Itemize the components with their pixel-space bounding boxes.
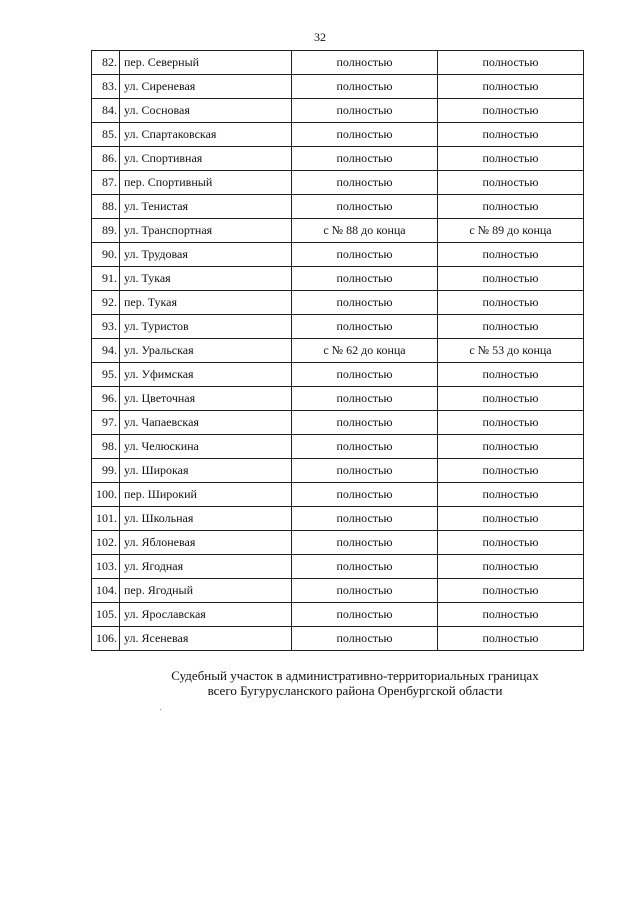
table-row <box>92 435 584 459</box>
table-row <box>92 483 584 507</box>
even-side-range: полностью <box>292 579 438 603</box>
table-row <box>92 627 584 651</box>
row-number: 85. <box>92 123 120 147</box>
even-side-range: полностью <box>292 243 438 267</box>
table-row <box>92 411 584 435</box>
odd-side-range: полностью <box>438 555 584 579</box>
even-side-range: полностью <box>292 147 438 171</box>
even-side-range: полностью <box>292 363 438 387</box>
even-side-range: полностью <box>292 411 438 435</box>
row-number: 103. <box>92 555 120 579</box>
row-number: 100. <box>92 483 120 507</box>
street-name: ул. Уральская <box>120 339 292 363</box>
row-number: 98. <box>92 435 120 459</box>
table-row <box>92 195 584 219</box>
street-name: ул. Трудовая <box>120 243 292 267</box>
odd-side-range: полностью <box>438 603 584 627</box>
table-row <box>92 291 584 315</box>
table-row <box>92 555 584 579</box>
odd-side-range: полностью <box>438 243 584 267</box>
caption-line-2: всего Бугурусланского района Оренбургской области <box>207 683 503 698</box>
table-row <box>92 219 584 243</box>
street-name: ул. Челюскина <box>120 435 292 459</box>
row-number: 83. <box>92 75 120 99</box>
street-name: ул. Чапаевская <box>120 411 292 435</box>
row-number: 82. <box>92 51 120 75</box>
table-row <box>92 243 584 267</box>
street-name: ул. Тенистая <box>120 195 292 219</box>
even-side-range: полностью <box>292 603 438 627</box>
even-side-range: полностью <box>292 435 438 459</box>
odd-side-range: полностью <box>438 51 584 75</box>
street-name: ул. Тукая <box>120 267 292 291</box>
scan-speck <box>160 709 161 710</box>
table-row <box>92 51 584 75</box>
even-side-range: полностью <box>292 459 438 483</box>
even-side-range: полностью <box>292 531 438 555</box>
row-number: 87. <box>92 171 120 195</box>
odd-side-range: полностью <box>438 579 584 603</box>
odd-side-range: полностью <box>438 291 584 315</box>
odd-side-range: полностью <box>438 195 584 219</box>
row-number: 104. <box>92 579 120 603</box>
even-side-range: полностью <box>292 315 438 339</box>
page-number: 32 <box>314 30 326 44</box>
odd-side-range: полностью <box>438 99 584 123</box>
section-caption <box>120 668 590 698</box>
row-number: 90. <box>92 243 120 267</box>
odd-side-range: полностью <box>438 363 584 387</box>
street-name: ул. Сосновая <box>120 99 292 123</box>
row-number: 105. <box>92 603 120 627</box>
row-number: 84. <box>92 99 120 123</box>
streets-table-body <box>92 51 584 651</box>
street-name: пер. Ягодный <box>120 579 292 603</box>
row-number: 97. <box>92 411 120 435</box>
table-row <box>92 531 584 555</box>
street-name: ул. Ягодная <box>120 555 292 579</box>
row-number: 94. <box>92 339 120 363</box>
street-name: ул. Ясеневая <box>120 627 292 651</box>
street-name: ул. Туристов <box>120 315 292 339</box>
even-side-range: полностью <box>292 51 438 75</box>
table-row <box>92 75 584 99</box>
row-number: 89. <box>92 219 120 243</box>
street-name: пер. Спортивный <box>120 171 292 195</box>
table-row <box>92 387 584 411</box>
odd-side-range: полностью <box>438 531 584 555</box>
table-row <box>92 579 584 603</box>
street-name: пер. Широкий <box>120 483 292 507</box>
even-side-range: полностью <box>292 555 438 579</box>
odd-side-range: полностью <box>438 627 584 651</box>
street-name: ул. Транспортная <box>120 219 292 243</box>
odd-side-range: полностью <box>438 411 584 435</box>
street-name: ул. Сиреневая <box>120 75 292 99</box>
streets-table <box>91 50 584 651</box>
street-name: ул. Ярославская <box>120 603 292 627</box>
row-number: 101. <box>92 507 120 531</box>
street-name: ул. Школьная <box>120 507 292 531</box>
street-name: ул. Цветочная <box>120 387 292 411</box>
even-side-range: полностью <box>292 123 438 147</box>
odd-side-range: полностью <box>438 147 584 171</box>
even-side-range: полностью <box>292 99 438 123</box>
street-name: пер. Тукая <box>120 291 292 315</box>
odd-side-range: полностью <box>438 315 584 339</box>
odd-side-range: полностью <box>438 75 584 99</box>
odd-side-range: с № 53 до конца <box>438 339 584 363</box>
even-side-range: полностью <box>292 75 438 99</box>
even-side-range: полностью <box>292 267 438 291</box>
even-side-range: полностью <box>292 291 438 315</box>
even-side-range: с № 88 до конца <box>292 219 438 243</box>
table-row <box>92 459 584 483</box>
table-row <box>92 267 584 291</box>
table-row <box>92 147 584 171</box>
table-row <box>92 123 584 147</box>
table-row <box>92 339 584 363</box>
odd-side-range: полностью <box>438 459 584 483</box>
odd-side-range: полностью <box>438 483 584 507</box>
row-number: 92. <box>92 291 120 315</box>
row-number: 106. <box>92 627 120 651</box>
odd-side-range: полностью <box>438 435 584 459</box>
row-number: 102. <box>92 531 120 555</box>
even-side-range: полностью <box>292 507 438 531</box>
odd-side-range: полностью <box>438 267 584 291</box>
row-number: 91. <box>92 267 120 291</box>
even-side-range: полностью <box>292 195 438 219</box>
street-name: ул. Широкая <box>120 459 292 483</box>
caption-line-1: Судебный участок в административно-территориальных границах <box>171 668 539 683</box>
street-name: пер. Северный <box>120 51 292 75</box>
table-row <box>92 315 584 339</box>
row-number: 86. <box>92 147 120 171</box>
odd-side-range: полностью <box>438 507 584 531</box>
odd-side-range: полностью <box>438 123 584 147</box>
street-name: ул. Яблоневая <box>120 531 292 555</box>
row-number: 88. <box>92 195 120 219</box>
row-number: 99. <box>92 459 120 483</box>
row-number: 93. <box>92 315 120 339</box>
odd-side-range: полностью <box>438 171 584 195</box>
street-name: ул. Спартаковская <box>120 123 292 147</box>
even-side-range: полностью <box>292 171 438 195</box>
table-row <box>92 507 584 531</box>
even-side-range: полностью <box>292 627 438 651</box>
odd-side-range: с № 89 до конца <box>438 219 584 243</box>
table-row <box>92 363 584 387</box>
table-row <box>92 171 584 195</box>
even-side-range: с № 62 до конца <box>292 339 438 363</box>
odd-side-range: полностью <box>438 387 584 411</box>
even-side-range: полностью <box>292 483 438 507</box>
row-number: 95. <box>92 363 120 387</box>
even-side-range: полностью <box>292 387 438 411</box>
table-row <box>92 99 584 123</box>
street-name: ул. Уфимская <box>120 363 292 387</box>
street-name: ул. Спортивная <box>120 147 292 171</box>
row-number: 96. <box>92 387 120 411</box>
table-row <box>92 603 584 627</box>
